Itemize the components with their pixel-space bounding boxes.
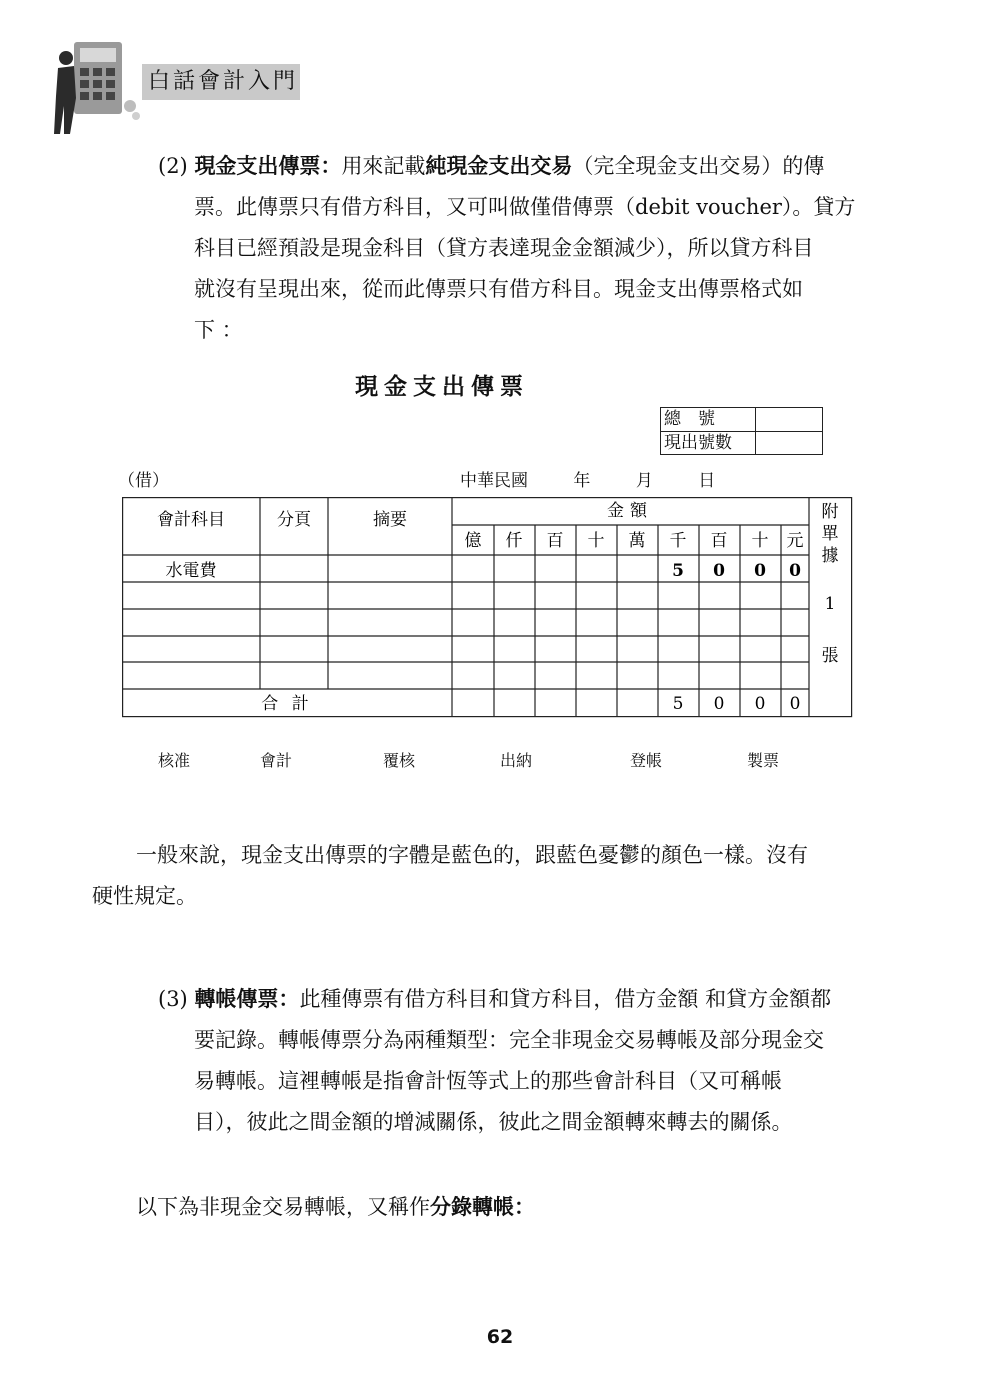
voucher-date xyxy=(460,466,715,491)
header-attachment-2: 單 xyxy=(821,524,839,544)
section-3-line: 易轉帳。這裡轉帳是指會計恆等式上的那些會計科目（又可稱帳 xyxy=(194,1069,782,1093)
header-calculator-person-icon xyxy=(52,36,142,136)
signoff-posting: 登帳 xyxy=(630,751,663,770)
voucher-grid xyxy=(122,497,852,717)
cash-out-number-value xyxy=(756,431,823,455)
voucher-title: 現金支出傳票 xyxy=(355,373,529,400)
row-digit: 0 xyxy=(754,561,766,581)
signoff-approve: 核准 xyxy=(158,751,191,770)
signoff-preparer: 製票 xyxy=(747,751,780,770)
section-2-line: 科目已經預設是現金科目（貸方表達現金金額減少），所以貸方科目 xyxy=(194,236,814,260)
section-3-line: 目），彼此之間金額的增減關係，彼此之間金額轉來轉去的關係。 xyxy=(194,1110,793,1134)
total-digit: 5 xyxy=(672,694,684,714)
digit-headers xyxy=(465,531,804,551)
total-digit: 0 xyxy=(713,694,725,714)
header-attachment-3: 據 xyxy=(821,546,839,566)
date-day: 日 xyxy=(698,471,716,491)
digit-header: 元 xyxy=(786,531,804,551)
signoff-review: 覆核 xyxy=(383,751,416,770)
voucher-table xyxy=(122,497,854,719)
digit-header: 億 xyxy=(464,531,482,551)
debit-side-label: （借） xyxy=(118,471,169,491)
digit-header: 百 xyxy=(710,531,728,551)
page-number: 62 xyxy=(486,1326,514,1348)
header-summary: 摘要 xyxy=(373,510,407,530)
section-2-line: 就沒有呈現出來，從而此傳票只有借方科目。現金支出傳票格式如 xyxy=(194,277,803,301)
digit-header: 千 xyxy=(669,531,687,551)
date-era: 中華民國 xyxy=(460,471,528,491)
voucher-rows xyxy=(166,561,802,581)
section-3-paragraph xyxy=(158,978,898,1143)
total-number-value xyxy=(756,408,823,432)
total-number-label: 總 號 xyxy=(661,408,756,432)
cash-out-number-label: 現出號數 xyxy=(661,431,756,455)
section-2-term: 現金支出傳票： xyxy=(194,153,342,178)
header-amount: 金額 xyxy=(607,501,653,521)
date-year: 年 xyxy=(573,471,591,491)
section-3-line: 此種傳票有借方科目和貸方科目，借方金額 和貸方金額都 xyxy=(299,987,832,1011)
section-3-line: 要記錄。轉帳傳票分為兩種類型：完全非現金交易轉帳及部分現金交 xyxy=(194,1028,824,1052)
digit-header: 萬 xyxy=(628,531,646,551)
row-account: 水電費 xyxy=(165,561,217,581)
section-2-number: (2) xyxy=(158,154,188,178)
date-month: 月 xyxy=(635,471,653,491)
section-2-paragraph xyxy=(158,145,898,351)
attachment-unit: 張 xyxy=(821,646,839,666)
total-digit: 0 xyxy=(754,694,766,714)
row-digit: 0 xyxy=(713,561,725,581)
header-title: 白話會計入門 xyxy=(142,64,300,100)
header-account: 會計科目 xyxy=(157,510,225,530)
total-digit: 0 xyxy=(789,694,801,714)
section-2-line: 票。此傳票只有借方科目，又可叫做僅借傳票（debit voucher）。貸方 xyxy=(194,195,856,219)
row-digit: 0 xyxy=(789,561,801,581)
closing-emphasis: 分錄轉帳： xyxy=(430,1194,535,1219)
section-2-emphasis: 純現金支出交易 xyxy=(425,153,573,178)
header-attachment-1: 附 xyxy=(821,502,839,522)
note-line: 硬性規定。 xyxy=(92,884,197,908)
row-digit: 5 xyxy=(672,561,684,581)
section-3-term: 轉帳傳票： xyxy=(194,986,300,1011)
header-page: 分頁 xyxy=(277,510,311,530)
digit-header: 百 xyxy=(546,531,564,551)
section-2-line: 用來記載 xyxy=(341,154,426,178)
note-line: 一般來說，現金支出傳票的字體是藍色的，跟藍色憂鬱的顏色一樣。沒有 xyxy=(136,843,808,867)
voucher-number-box xyxy=(660,407,823,455)
attachment-count: 1 xyxy=(824,594,836,614)
section-2-line: 下 ： xyxy=(194,318,243,342)
closing-line xyxy=(136,1186,535,1228)
digit-header: 仟 xyxy=(505,531,523,551)
signoff-accounting: 會計 xyxy=(260,751,293,770)
digit-header: 十 xyxy=(587,531,605,551)
section-2-line: （完全現金支出交易）的傳 xyxy=(572,154,825,178)
note-paragraph xyxy=(92,835,892,917)
signoff-cashier: 出納 xyxy=(500,751,533,770)
digit-header: 十 xyxy=(751,531,769,551)
total-label: 合 計 xyxy=(261,694,313,714)
closing-text: 以下為非現金交易轉帳，又稱作 xyxy=(136,1195,430,1219)
section-3-number: (3) xyxy=(158,987,188,1011)
